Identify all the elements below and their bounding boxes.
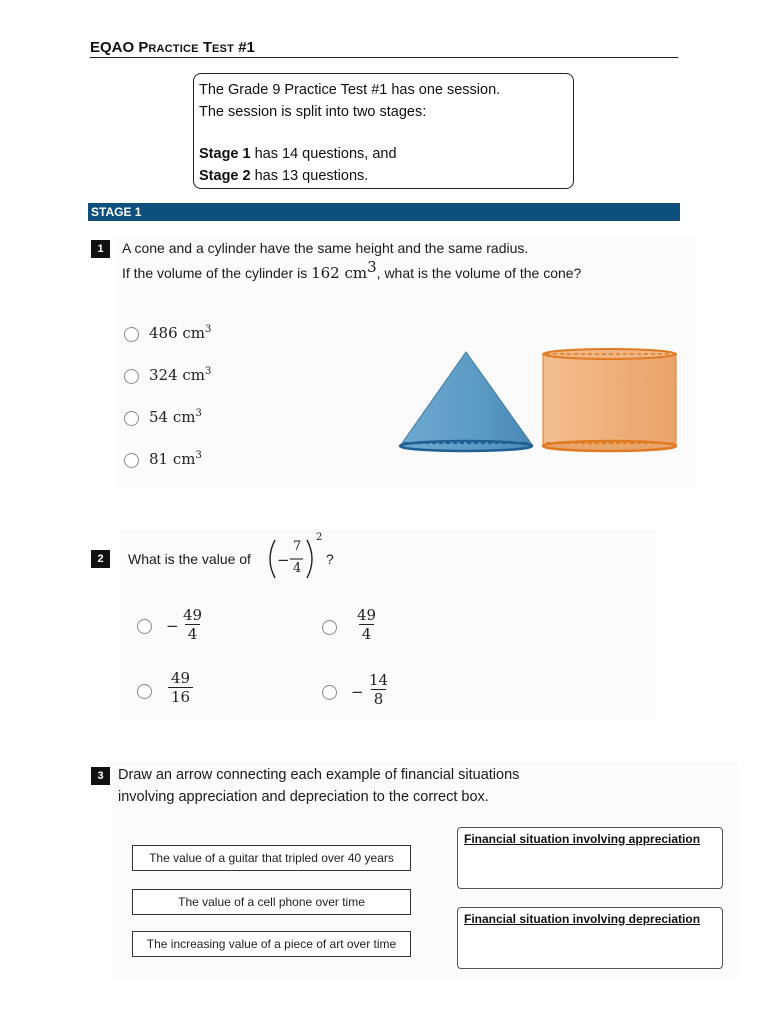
q1-option-3-value: 54 cm — [149, 408, 196, 426]
target-appreciation-box[interactable] — [457, 827, 723, 889]
q1-option-3-label — [149, 408, 202, 426]
q1-option-1-exp: 3 — [205, 324, 212, 335]
q2-expr-numerator: 7 — [293, 539, 302, 554]
q1-option-4-label — [149, 450, 202, 468]
q2-option-1-sign: − — [166, 617, 179, 635]
q2-option-2-num: 49 — [357, 606, 377, 624]
q1-option-1-radio[interactable] — [124, 327, 139, 342]
title-number: #1 — [238, 39, 255, 56]
q2-option-4-sign: − — [351, 683, 364, 701]
intro-stage-2 — [199, 166, 568, 188]
q2-expr-exponent: 2 — [316, 532, 323, 543]
target-depreciation-box[interactable] — [457, 907, 723, 969]
q1-option-4-value: 81 cm — [149, 450, 196, 468]
situation-cell-phone[interactable]: The value of a cell phone over time — [132, 889, 411, 915]
q2-prompt: What is the value of — [128, 551, 251, 567]
q2-option-4-den: 8 — [371, 689, 387, 708]
intro-line-2: The session is split into two stages: — [199, 103, 427, 120]
q2-option-1-fraction — [180, 606, 205, 643]
page-title — [90, 40, 678, 58]
title-eqao: EQAO — [90, 39, 135, 56]
q1-cylinder-volume: 162 cm — [311, 264, 368, 282]
intro-line-1: The Grade 9 Practice Test #1 has one session. — [199, 82, 501, 98]
q2-expr-denominator: 4 — [293, 561, 302, 576]
stage-1-rest: has 14 questions, and — [250, 146, 397, 162]
q2-option-3-fraction — [168, 669, 193, 706]
stage-2-rest: has 13 questions. — [250, 167, 369, 184]
q3-text-line-2: involving appreciation and depreciation to the correct box. — [118, 789, 489, 805]
q1-option-1-label — [149, 324, 211, 342]
q1-text-line-2 — [122, 258, 582, 284]
q2-option-2-radio[interactable] — [322, 620, 337, 635]
q1-cylinder-exp: 3 — [367, 258, 377, 276]
q2-option-1-num: 49 — [183, 606, 203, 624]
q3-number: 3 — [91, 767, 110, 785]
q2-option-3-radio[interactable] — [137, 684, 152, 699]
q1-line2-pre: If the volume of the cylinder is — [122, 265, 312, 281]
q2-option-3-den: 16 — [168, 687, 193, 706]
q3-text-line-1: Draw an arrow connecting each example of financial situations — [118, 767, 520, 783]
stage-bar: STAGE 1 — [88, 203, 680, 221]
q2-option-1-radio[interactable] — [137, 619, 152, 634]
q1-option-1-value: 486 cm — [149, 324, 206, 342]
q2-option-3-num: 49 — [171, 669, 191, 687]
q2-number: 2 — [91, 550, 110, 568]
q1-option-2-radio[interactable] — [124, 369, 139, 384]
situation-art[interactable]: The increasing value of a piece of art over time — [132, 931, 411, 957]
q1-option-4-radio[interactable] — [124, 453, 139, 468]
q2-option-2-fraction — [354, 606, 379, 643]
cone-cylinder-figure — [396, 340, 686, 460]
q2-option-4-fraction — [366, 671, 391, 708]
intro-box — [193, 73, 574, 189]
q1-option-3-exp: 3 — [195, 408, 202, 419]
q1-line2-post: , what is the volume of the cone? — [376, 265, 582, 281]
stage-1-bold: Stage 1 — [199, 146, 251, 162]
q1-option-4-exp: 3 — [195, 450, 202, 461]
title-t: T — [202, 39, 213, 56]
q2-option-2-den: 4 — [359, 624, 375, 643]
cylinder-shape — [543, 349, 676, 451]
q2-option-1-den: 4 — [185, 624, 201, 643]
stage-2-bold: Stage 2 — [199, 167, 251, 184]
target-appreciation-label: Financial situation involving appreciation — [464, 832, 701, 846]
intro-stage-1 — [199, 144, 568, 166]
title-p: P — [138, 39, 149, 56]
title-ractice: RACTICE — [148, 43, 199, 55]
title-est: EST — [212, 43, 235, 55]
cone-shape — [400, 352, 533, 451]
situation-guitar[interactable]: The value of a guitar that tripled over 40 years — [132, 845, 411, 871]
q2-prompt-end: ? — [326, 551, 334, 567]
q1-text-line-1: A cone and a cylinder have the same height and the same radius. — [122, 240, 529, 256]
target-depreciation-label: Financial situation involving depreciation — [464, 912, 701, 926]
q2-expr-sign: − — [277, 551, 290, 569]
q1-number: 1 — [91, 240, 110, 258]
q1-option-2-value: 324 cm — [149, 366, 206, 384]
q1-option-2-label — [149, 366, 211, 384]
q2-option-4-radio[interactable] — [322, 685, 337, 700]
q1-option-2-exp: 3 — [205, 366, 212, 377]
q1-option-3-radio[interactable] — [124, 411, 139, 426]
q2-option-4-num: 14 — [369, 671, 389, 689]
